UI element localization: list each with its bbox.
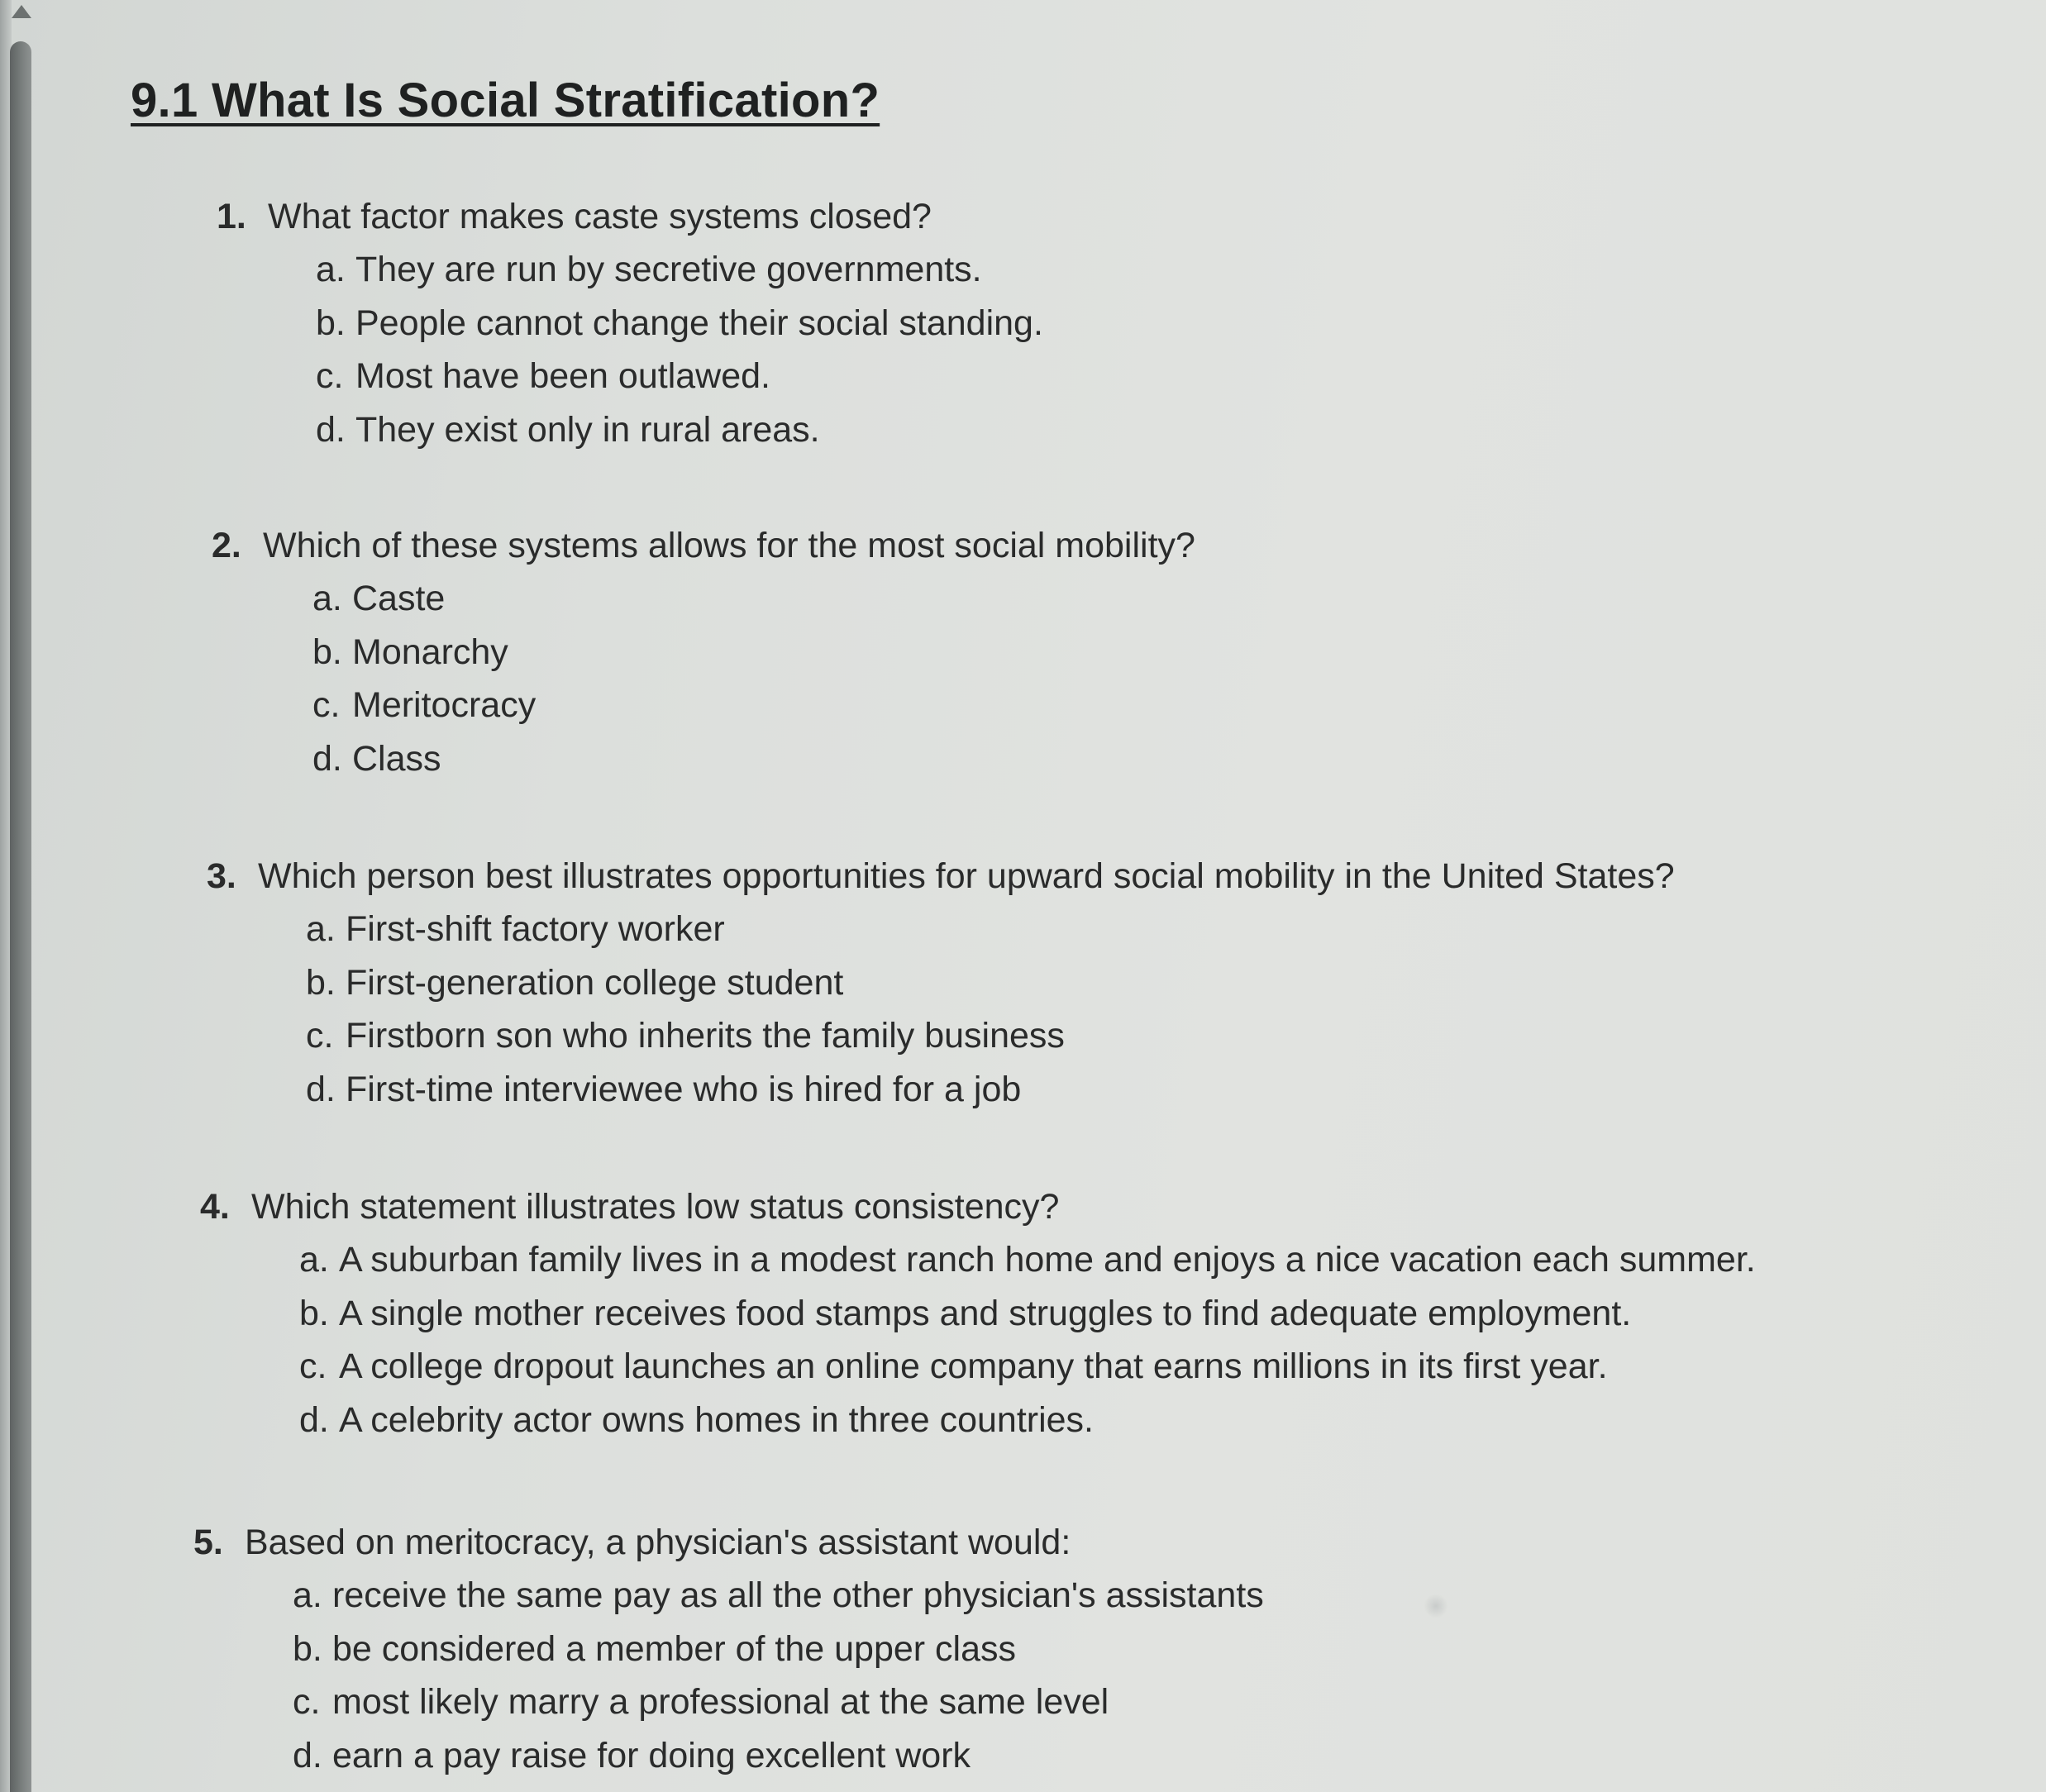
option-text: A college dropout launches an online company that earns millions in its first year.	[339, 1346, 1608, 1386]
option-b	[299, 1287, 1977, 1341]
option-list	[293, 1569, 1971, 1782]
option-text: Caste	[352, 579, 446, 618]
option-letter: b.	[312, 631, 342, 672]
option-text: First-time interviewee who is hired for a job	[346, 1069, 1022, 1109]
option-c	[316, 350, 1994, 403]
option-text: Monarchy	[352, 631, 508, 672]
option-b	[306, 956, 1984, 1010]
option-b	[316, 297, 1994, 350]
option-letter: c.	[293, 1682, 321, 1722]
option-text: most likely marry a professional at the same level	[332, 1682, 1109, 1722]
option-text: A suburban family lives in a modest ranch home and enjoys a nice vacation each summer.	[339, 1240, 1756, 1280]
page-title: 9.1 What Is Social Stratification?	[131, 74, 880, 127]
question-stem	[212, 519, 1989, 572]
option-d	[299, 1394, 1977, 1447]
option-letter: a.	[293, 1575, 322, 1615]
option-a	[293, 1569, 1971, 1623]
option-letter: b.	[306, 962, 336, 1003]
option-text: First-generation college student	[346, 962, 844, 1003]
option-d	[293, 1729, 1971, 1783]
option-text: receive the same pay as all the other physician's assistants	[332, 1575, 1264, 1615]
option-letter: b.	[316, 303, 346, 343]
option-b	[293, 1623, 1971, 1676]
question-stem	[193, 1516, 1971, 1569]
question-text: Which of these systems allows for the most social mobility?	[263, 526, 1195, 565]
option-letter: d.	[306, 1069, 336, 1109]
scroll-up-arrow-icon[interactable]	[12, 5, 31, 18]
option-letter: d.	[299, 1399, 329, 1440]
option-letter: d.	[316, 409, 346, 450]
question-number: 4.	[200, 1187, 230, 1227]
question-number: 1.	[217, 197, 246, 236]
option-letter: c.	[306, 1016, 334, 1056]
option-c	[312, 679, 1989, 732]
option-a	[299, 1233, 1977, 1287]
question-text: What factor makes caste systems closed?	[268, 197, 932, 236]
option-a	[312, 572, 1989, 626]
option-letter: c.	[316, 356, 344, 396]
option-text: earn a pay raise for doing excellent work	[332, 1735, 971, 1775]
option-list	[312, 572, 1989, 785]
option-letter: b.	[293, 1628, 322, 1669]
option-c	[306, 1009, 1984, 1063]
document-page	[131, 73, 1949, 128]
option-text: They are run by secretive governments.	[355, 250, 982, 289]
option-text: They exist only in rural areas.	[355, 409, 820, 450]
question-1	[217, 190, 1994, 456]
question-text: Which statement illustrates low status consistency?	[251, 1187, 1060, 1227]
option-text: Class	[352, 738, 441, 779]
question-text: Based on meritocracy, a physician's assistant would:	[245, 1523, 1071, 1562]
option-letter: d.	[312, 738, 342, 779]
screen-glare	[1424, 1594, 1448, 1618]
option-list	[316, 243, 1994, 456]
option-list	[299, 1233, 1977, 1446]
question-3	[207, 850, 1984, 1116]
question-number: 5.	[193, 1523, 223, 1562]
question-5	[193, 1516, 1971, 1782]
question-2	[212, 519, 1989, 785]
option-d	[312, 732, 1989, 786]
question-stem	[200, 1180, 1977, 1233]
option-d	[306, 1063, 1984, 1117]
option-c	[299, 1340, 1977, 1394]
question-4	[200, 1180, 1977, 1446]
option-text: Firstborn son who inherits the family business	[346, 1016, 1065, 1056]
question-stem	[217, 190, 1994, 243]
option-text: Meritocracy	[352, 685, 537, 725]
question-stem	[207, 850, 1984, 903]
option-letter: c.	[299, 1346, 327, 1386]
option-list	[306, 903, 1984, 1116]
option-a	[316, 243, 1994, 297]
option-c	[293, 1675, 1971, 1729]
option-text: Most have been outlawed.	[355, 356, 770, 396]
option-letter: b.	[299, 1293, 329, 1333]
option-text: A celebrity actor owns homes in three countries.	[339, 1399, 1094, 1440]
option-b	[312, 626, 1989, 679]
option-text: A single mother receives food stamps and struggles to find adequate employment.	[339, 1293, 1632, 1333]
question-number: 3.	[207, 856, 236, 896]
option-letter: a.	[316, 250, 346, 289]
question-text: Which person best illustrates opportunities for upward social mobility in the United States?	[258, 856, 1675, 896]
option-text: be considered a member of the upper class	[332, 1628, 1017, 1669]
scrollbar-thumb[interactable]	[10, 41, 31, 1792]
question-number: 2.	[212, 526, 241, 565]
option-d	[316, 403, 1994, 457]
option-letter: d.	[293, 1735, 322, 1775]
option-text: People cannot change their social standing.	[355, 303, 1043, 343]
option-letter: a.	[299, 1240, 329, 1280]
option-text: First-shift factory worker	[346, 909, 725, 949]
option-letter: a.	[306, 909, 336, 949]
option-letter: c.	[312, 685, 341, 725]
option-letter: a.	[312, 579, 342, 618]
option-a	[306, 903, 1984, 956]
